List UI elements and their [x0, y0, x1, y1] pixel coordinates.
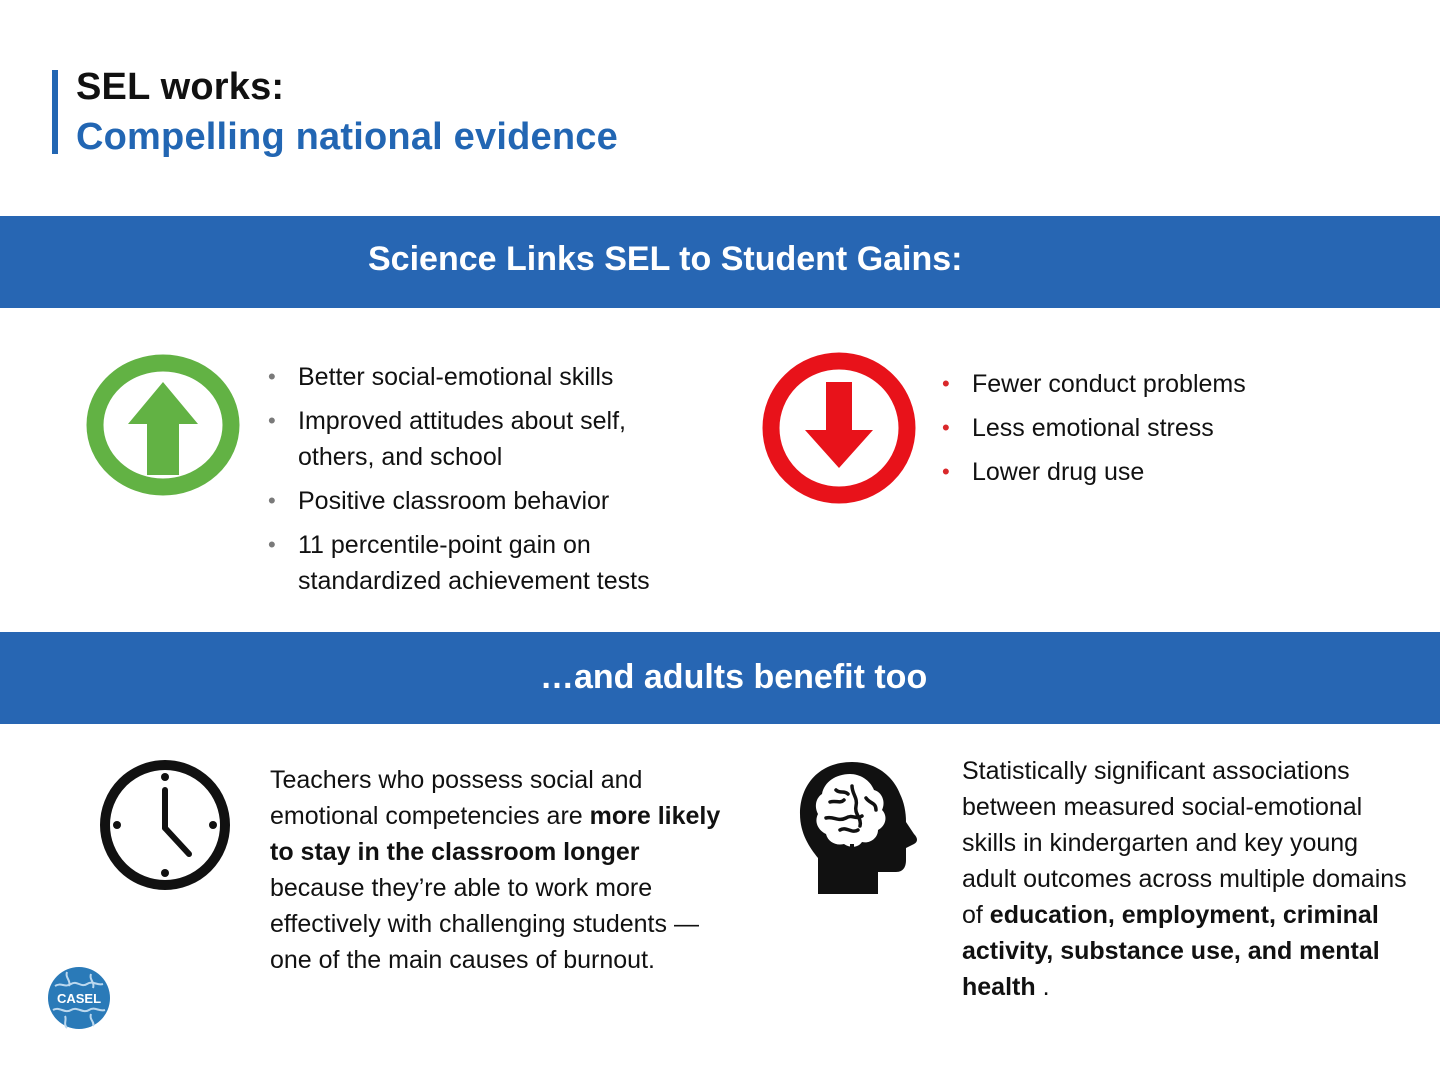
clock-icon: [96, 756, 234, 899]
brain-head-icon: [796, 756, 918, 903]
teachers-highlight: more likely to stay in the classroom longer: [270, 802, 721, 866]
list-item: • Positive classroom behavior: [268, 483, 698, 519]
gains-list: [268, 359, 698, 607]
adults-benefit-banner: [0, 632, 1440, 724]
page-subtitle: Compelling national evidence: [76, 116, 618, 158]
student-gains-heading: Science Links SEL to Student Gains:: [368, 240, 963, 278]
casel-logo-text: CASEL: [56, 991, 102, 1006]
student-gains-banner: [0, 216, 1440, 308]
list-item: • Better social-emotional skills: [268, 359, 698, 395]
adults-benefit-heading: …and adults benefit too: [540, 658, 928, 696]
teachers-paragraph: Teachers who possess social and emotional competencies are more likely to stay in the classroom longer because they’re able to work more effectively with challenging students —one of the main causes of burnout.: [270, 766, 721, 974]
outcomes-paragraph: Statistically significant associations between measured social-emotional skills in kindergarten and key young adult outcomes across multiple domains of education, employment, criminal activity, substance use, and mental health .: [962, 757, 1407, 1001]
casel-logo: [47, 966, 111, 1035]
arrow-down-circle-icon: [762, 352, 916, 509]
list-item: • Fewer conduct problems: [942, 366, 1362, 402]
reductions-list: [942, 366, 1362, 498]
list-item: • 11 percentile-point gain on standardized achievement tests: [268, 527, 698, 599]
list-item: • Less emotional stress: [942, 410, 1362, 446]
list-item: • Lower drug use: [942, 454, 1362, 490]
list-item: • Improved attitudes about self, others, and school: [268, 403, 698, 475]
title-accent-bar: [52, 70, 58, 154]
page-title: SEL works:: [76, 66, 285, 108]
outcomes-highlight: education, employment, criminal activity, substance use, and mental health: [962, 901, 1380, 1001]
arrow-up-circle-icon: [86, 354, 240, 501]
